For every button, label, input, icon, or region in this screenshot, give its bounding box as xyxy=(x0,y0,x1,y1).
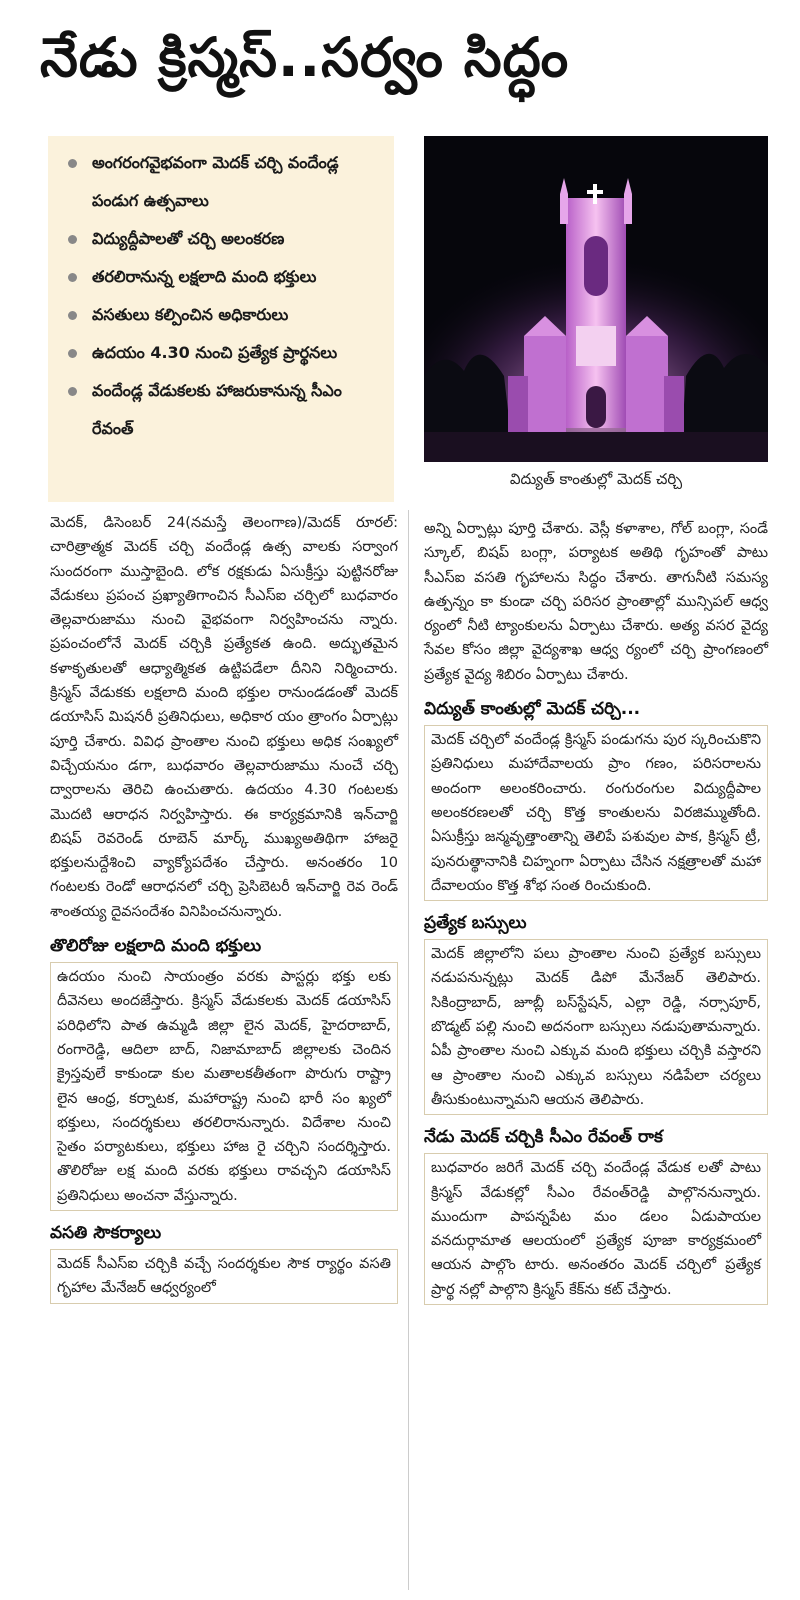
bullet-icon xyxy=(68,273,77,282)
paragraph-cm-visit: బుధవారం జరిగే మెదక్ చర్చి వందేండ్ల వేడుక లతో పాటు క్రిస్మస్ వేడుకల్లో సీఎం రేవంత్‌రెడ్డి పాల్గొననున్నారు. ముందుగా పాపన్నపేట మం డలం ఏడుపాయల వనదుర్గామాత ఆలయంలో ప్రత్యేక పూజా కార్యక్రమంలో ఆయన పాల్గొం టారు. అనంతరం మెదక్ చర్చిలో ప్రత్యేక ప్రార్థ నల్లో పాల్గొని క్రిస్మస్ కేక్‌ను కట్ చేస్తారు. xyxy=(424,1153,768,1305)
bullet-icon xyxy=(68,235,77,244)
highlight-item xyxy=(58,220,384,258)
bullet-icon xyxy=(68,387,77,396)
photo-caption: విద్యుత్ కాంతుల్లో మెదక్ చర్చి xyxy=(509,470,683,488)
paragraph-buses: మెదక్ జిల్లాలోని పలు ప్రాంతాల నుంచి ప్రత్యేక బస్సులు నడుపనున్నట్లు మెదక్ డిపో మేనేజర్ తెలిపారు. సికింద్రాబాద్, జూబ్లీ బస్‌స్టేషన్, ఎల్లా రెడ్డి, నర్సాపూర్, బొడ్మట్ పల్లి నుంచి అదనంగా బస్సులు నడుపుతామన్నారు. ఏపీ ప్రాంతాల నుంచి ఎక్కువ మంది భక్తులు చర్చికి వస్తారని ఆ ప్రాంతాల నుంచి ఎక్కువ బస్సులు నడిపేలా చర్యలు తీసుకుంటున్నామని ఆయన తెలిపారు. xyxy=(424,939,768,1115)
highlight-item xyxy=(58,334,384,372)
church-tower xyxy=(560,178,632,428)
highlight-item xyxy=(58,296,384,334)
church-illustration xyxy=(424,136,768,462)
highlight-item xyxy=(58,372,384,448)
article-intro: మెదక్, డిసెంబర్ 24(నమస్తే తెలంగాణ)/మెదక్ రూరల్: చారిత్రాత్మక మెదక్ చర్చి వందేండ్ల ఉత్స వాలకు సర్వాంగ సుందరంగా ముస్తాబైంది. లోక రక్షకుడు ఏసుక్రీస్తు పుట్టినరోజు వేడుకలు ప్రపంచ ప్రఖ్యాతిగాంచిన సీఎస్ఐ చర్చిలో బుధవారం తెల్లవారుజాము నుంచి వైభవంగా నిర్వహించను న్నారు. ప్రపంచంలోనే మెదక్ చర్చికి ప్రత్యేకత ఉంది. అద్భుతమైన కళాకృతులతో ఆధ్యాత్మికత ఉట్టిపడేలా దీనిని నిర్మించారు. క్రిస్మస్ వేడుకకు లక్షలాది మంది భక్తుల రానుండడంతో మెదక్ డయాసిస్ మిషనరీ ప్రతినిధులు, అధికార యం త్రాంగం ఏర్పాట్లు పూర్తి చేశారు. వివిధ ప్రాంతాల నుంచి భక్తులు అధిక సంఖ్యలో విచ్చేయనుం డగా, బుధవారం తెల్లవారుజాము నుంచే చర్చి ద్వారాలను తెరిచి ఉంచుతారు. ఉదయం 4.30 గంటలకు మొదటి ఆరాధన నిర్వహిస్తారు. ఈ కార్యక్రమానికి ఇన్‌చార్జి బిషప్ రెవరెండ్ రూబెన్ మార్క్ ముఖ్యఅతిథిగా హాజరై భక్తులనుద్దేశించి వ్యాక్యోపదేశం చేస్తారు. అనంతరం 10 గంటలకు రెండో ఆరాధనలో చర్చి ప్రెసిబెటరీ ఇన్‌చార్జి రెవ రెండ్ శాంతయ్య దైవసందేశం వినిపించనున్నారు. xyxy=(50,515,398,920)
highlight-text: అంగరంగవైభవంగా మెదక్ చర్చి వందేండ్ల పండుగ ఉత్సవాలు xyxy=(92,153,339,210)
highlight-text: వందేండ్ల వేడుకలకు హాజరుకానున్న సీఎం రేవంత్ xyxy=(92,381,342,438)
subheading-special-buses: ప్రత్యేక బస్సులు xyxy=(424,913,527,934)
column-divider xyxy=(408,510,409,1590)
highlight-text: ఉదయం 4.30 నుంచి ప్రత్యేక ప్రార్థనలు xyxy=(92,343,338,362)
article-right-column xyxy=(424,517,768,1305)
bullet-icon xyxy=(68,311,77,320)
bullet-icon xyxy=(68,159,77,168)
highlight-text: వసతులు కల్పించిన అధికారులు xyxy=(92,305,289,324)
highlights-box xyxy=(48,136,394,502)
subheading-lights: విద్యుత్ కాంతుల్లో మెదక్ చర్చి... xyxy=(424,699,641,720)
paragraph-lights: మెదక్ చర్చిలో వందేండ్ల క్రిస్మస్ పండుగను పుర స్కరించుకొని ప్రతినిధులు మహాదేవాలయ ప్రాం గణం, పరిసరాలను అందంగా అలంకరించారు. రంగురంగుల విద్యుద్దీపాల అలంకరణలతో చర్చి కొత్త కాంతులను విరజిమ్ముతోంది. ఏసుక్రీస్తు జన్మవృత్తాంతాన్ని తెలిపే పశువుల పాక, క్రిస్మస్ ట్రీ, పునరుత్థానానికి చిహ్నంగా ఏర్పాటు చేసిన నక్షత్రాలతో మహా దేవాలయం కొత్త శోభ సంత రించుకుంది. xyxy=(424,725,768,901)
subheading-cm-visit: నేడు మెదక్ చర్చికి సీఎం రేవంత్ రాక xyxy=(424,1127,663,1148)
paragraph-accommodation: మెదక్ సీఎస్ఐ చర్చికి వచ్చే సందర్శకుల సౌక ర్యార్థం వసతి గృహాల మేనేజర్ ఆధ్వర్యంలో xyxy=(50,1249,398,1304)
subheading-first-day-devotees: తొలిరోజు లక్షలాది మంది భక్తులు xyxy=(50,936,262,957)
article-left-column xyxy=(50,511,398,1304)
highlight-item xyxy=(58,258,384,296)
bullet-icon xyxy=(68,349,77,358)
paragraph-arrangements: అన్ని ఏర్పాట్లు పూర్తి చేశారు. వెస్లీ కళాశాల, గోల్ బంగ్లా, సండే స్కూల్, బిషప్ బంగ్లా, పర్యాటక అతిథి గృహంతో పాటు సీఎస్ఐ వసతి గృహాలను సిద్ధం చేశారు. తాగునీటి సమస్య ఉత్పన్నం కా కుండా చర్చి పరిసర ప్రాంతాల్లో మున్సిపల్ ఆధ్వ ర్యంలో నీటి ట్యాంకులను ఏర్పాటు చేశారు. అత్య వసర వైద్య సేవల కోసం జిల్లా వైద్యశాఖ ఆధ్వ ర్యంలో చర్చి ప్రాంగణంలో ప్రత్యేక వైద్య శిబిరం ఏర్పాటు చేశారు. xyxy=(424,521,768,683)
subheading-accommodation: వసతి సౌకర్యాలు xyxy=(50,1223,162,1244)
paragraph-first-day: ఉదయం నుంచి సాయంత్రం వరకు పాస్టర్లు భక్తు లకు దీవెనలు అందజేస్తారు. క్రిస్మస్ వేడుకలకు మెదక్ డయాసిస్ పరిధిలోని పాత ఉమ్మడి జిల్లా లైన మెదక్, హైదరాబాద్, రంగారెడ్డి, ఆదిలా బాద్, నిజామాబాద్ జిల్లాలకు చెందిన క్రైస్తవులే కాకుండా కుల మతాలకతీతంగా పొరుగు రాష్ట్రా లైన ఆంధ్ర, కర్నాటక, మహారాష్ట్ర నుంచి భారీ సం ఖ్యలో భక్తులు, సందర్శకులు తరలిరానున్నారు. విదేశాల నుంచి సైతం పర్యాటకులు, భక్తులు హాజ రై చర్చిని సందర్శిస్తారు. తొలిరోజు లక్ష మంది వరకు భక్తులు రావచ్చని డయాసిస్ ప్రతినిధులు అంచనా వేస్తున్నారు. xyxy=(50,962,398,1211)
highlight-item xyxy=(58,144,384,220)
church-photo xyxy=(424,136,768,462)
headline: నేడు క్రిస్మస్..సర్వం సిద్ధం xyxy=(40,26,570,89)
highlight-text: విద్యుద్దీపాలతో చర్చి అలంకరణ xyxy=(92,229,285,248)
highlight-text: తరలిరానున్న లక్షలాది మంది భక్తులు xyxy=(92,267,317,286)
